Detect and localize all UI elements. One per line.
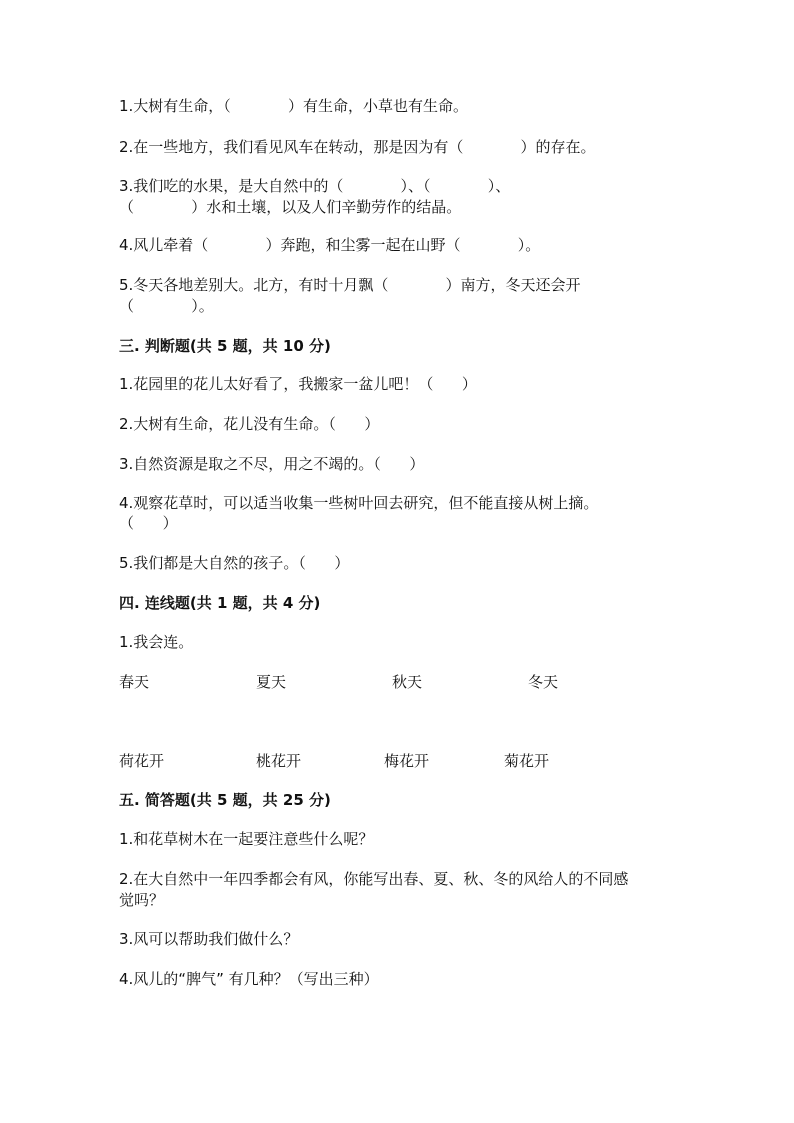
season-autumn: 秋天 bbox=[392, 673, 423, 691]
flower-chrysanthemum: 菊花开 bbox=[504, 752, 550, 770]
section-3-heading: 三. 判断题(共 5 题，共 10 分) bbox=[119, 337, 331, 355]
judge-item-4-line2: （ ） bbox=[119, 514, 178, 532]
matching-prompt: 1.我会连。 bbox=[119, 633, 194, 651]
section-4-heading: 四. 连线题(共 1 题，共 4 分) bbox=[119, 594, 321, 612]
flower-plum: 梅花开 bbox=[384, 752, 430, 770]
short-answer-1: 1.和花草树木在一起要注意些什么呢？ bbox=[119, 830, 374, 848]
judge-item-3: 3.自然资源是取之不尽，用之不竭的。（ ） bbox=[119, 455, 425, 473]
season-spring: 春天 bbox=[119, 673, 150, 691]
fill-blank-5-line2: （ ）。 bbox=[119, 297, 214, 315]
judge-item-1: 1.花园里的花儿太好看了，我搬家一盆儿吧！（ ） bbox=[119, 375, 477, 393]
fill-blank-4: 4.风儿牵着（ ）奔跑，和尘雾一起在山野（ ）。 bbox=[119, 236, 541, 254]
section-5-heading: 五. 简答题(共 5 题，共 25 分) bbox=[119, 791, 331, 809]
flower-row bbox=[0, 751, 794, 771]
judge-item-5: 5.我们都是大自然的孩子。（ ） bbox=[119, 554, 350, 572]
fill-blank-5-line1: 5.冬天各地差别大。北方，有时十月飘（ ）南方，冬天还会开 bbox=[119, 276, 581, 294]
fill-blank-3-line2: （ ）水和土壤，以及人们辛勤劳作的结晶。 bbox=[119, 198, 462, 216]
season-row bbox=[0, 672, 794, 692]
short-answer-3: 3.风可以帮助我们做什么？ bbox=[119, 930, 299, 948]
flower-lotus: 荷花开 bbox=[119, 752, 165, 770]
short-answer-2-line2: 觉吗？ bbox=[119, 891, 165, 909]
judge-item-4-line1: 4.观察花草时，可以适当收集一些树叶回去研究，但不能直接从树上摘。 bbox=[119, 494, 599, 512]
short-answer-4: 4.风儿的“脾气” 有几种？（写出三种） bbox=[119, 970, 379, 988]
judge-item-2: 2.大树有生命，花儿没有生命。（ ） bbox=[119, 415, 380, 433]
short-answer-2-line1: 2.在大自然中一年四季都会有风，你能写出春、夏、秋、冬的风给人的不同感 bbox=[119, 870, 629, 888]
season-summer: 夏天 bbox=[256, 673, 287, 691]
fill-blank-1: 1.大树有生命，（ ）有生命，小草也有生命。 bbox=[119, 97, 469, 115]
fill-blank-3-line1: 3.我们吃的水果，是大自然中的（ ）、（ ）、 bbox=[119, 177, 511, 195]
fill-blank-2: 2.在一些地方，我们看见风车在转动，那是因为有（ ）的存在。 bbox=[119, 138, 596, 156]
season-winter: 冬天 bbox=[528, 673, 559, 691]
flower-peach: 桃花开 bbox=[256, 752, 302, 770]
